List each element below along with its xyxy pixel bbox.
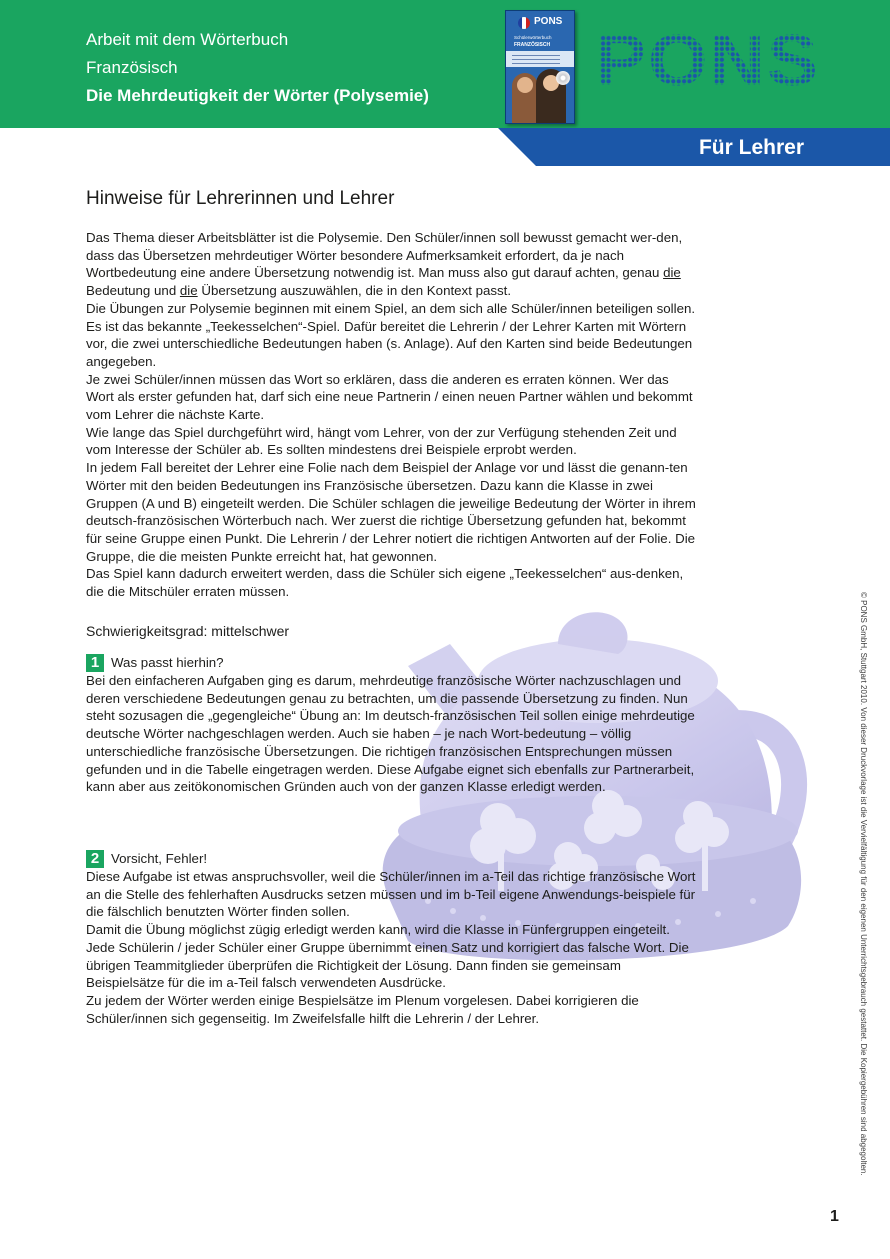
intro-paragraph: Die Übungen zur Polysemie beginnen mit einem Spiel, an dem sich alle Schüler/innen beteiligen sollen. Es ist das bekannte „Teekesselchen“-Spiel. Dafür bereitet die Lehrerin / der Lehrer Karten mit Wörtern vor, die zwei unterschiedliche Bedeutungen haben (s. Anlage). Auf den Karten sind beide Bedeutungen angegeben. <box>86 300 696 369</box>
header-topic: Die Mehrdeutigkeit der Wörter (Polysemie) <box>86 86 429 105</box>
audience-label: Für Lehrer <box>698 136 804 159</box>
page-number: 1 <box>830 1208 839 1225</box>
intro-paragraph: Das Spiel kann dadurch erweitert werden, dass die Schüler sich eigene „Teekesselchen“ aus-denken, die die Mitschüler erraten müssen. <box>86 566 684 600</box>
task-title: Vorsicht, Fehler! <box>111 851 208 867</box>
task-1 <box>86 654 696 796</box>
audience-band <box>498 128 890 166</box>
intro-paragraph: Das Thema dieser Arbeitsblätter ist die Polysemie. Den Schüler/innen soll bewusst gemacht wer-den, dass das Übersetzen mehrdeutiger Wörter besondere Aufmerksamkeit erfordert, da je nach Wortbedeutung eine andere Übersetzung notwendig ist. Man muss also gut darauf achten, genau die Bedeutung und die Übersetzung auszuwählen, die in den Kontext passt. <box>86 230 683 299</box>
svg-text:PONS: PONS <box>595 30 820 88</box>
task-description: Zu jedem der Wörter werden einige Bespielsätze im Plenum vorgelesen. Dabei korrigieren die Schüler/innen sich gegenseitig. Im Zweifelsfalle hilft die Lehrerin / der Lehrer. <box>86 992 639 1026</box>
task-description: Bei den einfacheren Aufgaben ging es darum, mehrdeutige französische Wörter nachzuschlagen und deren verschiedene Bedeutungen genau zu betrachten, um die passende Übersetzung zu finden. Nun steht sozusagen die „gegengleiche“ Übung an: Im deutsch-französischen Teil sollen einige mehrdeutige deutsche Wörter nachgeschlagen werden. Auch sie haben – je nach Wort-bedeutung – völlig unterschiedliche französische Übersetzungen. Die richtigen französischen Entsprechungen müssen gefunden und in die Tabelle eingetragen werden. Diese Aufgabe eignet sich ebenfalls zur Partnerarbeit, kann aber aus zeitökonomischen Gründen auch von der ganzen Klasse erledigt werden. <box>86 673 695 795</box>
dictionary-cover-image <box>505 10 575 124</box>
header-titles <box>86 26 429 110</box>
task-description: Damit die Übung möglichst zügig erledigt werden kann, wird die Klasse in Fünfergruppen eingeteilt. Jede Schülerin / jeder Schüler einer Gruppe übernimmt einen Satz und korrigiert das falsche Wort. Die übrigen Teammitglieder überprüfen die Richtigkeit der Lösung. Dann finden sie gemeinsam Beispielsätze für die im a-Teil falsch verwendeten Ausdrücke. <box>86 922 689 991</box>
header-language: Französisch <box>86 58 178 77</box>
difficulty-level: Schwierigkeitsgrad: mittelschwer <box>86 623 290 639</box>
intro-paragraph: Wie lange das Spiel durchgeführt wird, hängt vom Lehrer, von der zur Verfügung stehenden Zeit und vom Interesse der Schüler ab. Es sollten mindestens drei Beispiele erprobt werden. <box>86 424 677 458</box>
book-photo-person <box>512 73 538 124</box>
book-logo: PONS <box>534 16 563 27</box>
cd-icon <box>556 71 570 85</box>
header-band <box>0 0 890 128</box>
task-heading <box>86 654 696 672</box>
copyright-note: © PONS GmbH, Stuttgart 2010. Von dieser Druckvorlage ist die Vervielfältigung für den eigenen Unterrichtsgebrauch gestattet. Die Kopiergebühren sind abgegolten. <box>859 592 868 1176</box>
task-number-badge: 2 <box>86 850 104 868</box>
intro-paragraph: Je zwei Schüler/innen müssen das Wort so erklären, dass die anderen es erraten können. Wer das Wort als erster gefunden hat, darf sich eine neue Partnerin / einen neuen Partner wählen und bekommt vom Lehrer die nächste Karte. <box>86 371 693 423</box>
header-series-title: Arbeit mit dem Wörterbuch <box>86 30 289 49</box>
section-title: Hinweise für Lehrerinnen und Lehrer <box>86 188 395 209</box>
book-subtitle: FRANZÖSISCH <box>514 42 551 48</box>
main-content <box>86 186 696 1026</box>
pons-logo <box>595 30 820 88</box>
task-description: Diese Aufgabe ist etwas anspruchsvoller, weil die Schüler/innen im a-Teil das richtige französische Wort an die Stelle des fehlerhaften Ausdrucks setzen müssen und im b-Teil eigene Anwendungs-beispiele für die fälschlich benutzten Wörter finden sollen. <box>86 869 696 920</box>
task-2 <box>86 850 696 1027</box>
task-number-badge: 1 <box>86 654 104 672</box>
french-flag-icon <box>518 17 530 29</box>
book-title: Schülerwörterbuch <box>514 35 552 40</box>
intro-paragraph: In jedem Fall bereitet der Lehrer eine Folie nach dem Beispiel der Anlage vor und lässt die genann-ten Wörter mit den beiden Bedeutungen ins Französische übersetzen. Dazu kann die Klasse in zwei Gruppen (A und B) eingeteilt werden. Die Schüler schlagen die jeweilige Bedeutung der Wörter in ihrem deutsch-französischen Wörterbuch nach. Wer zuerst die richtige Übersetzung gefunden hat, bekommt für seine Gruppe einen Punkt. Die Lehrerin / der Lehrer notiert die richtigen Antworten auf der Folie. Die Gruppe, die die meisten Punkte erreicht hat, hat gewonnen. <box>86 460 696 564</box>
task-heading <box>86 850 696 868</box>
task-title: Was passt hierhin? <box>111 655 224 671</box>
